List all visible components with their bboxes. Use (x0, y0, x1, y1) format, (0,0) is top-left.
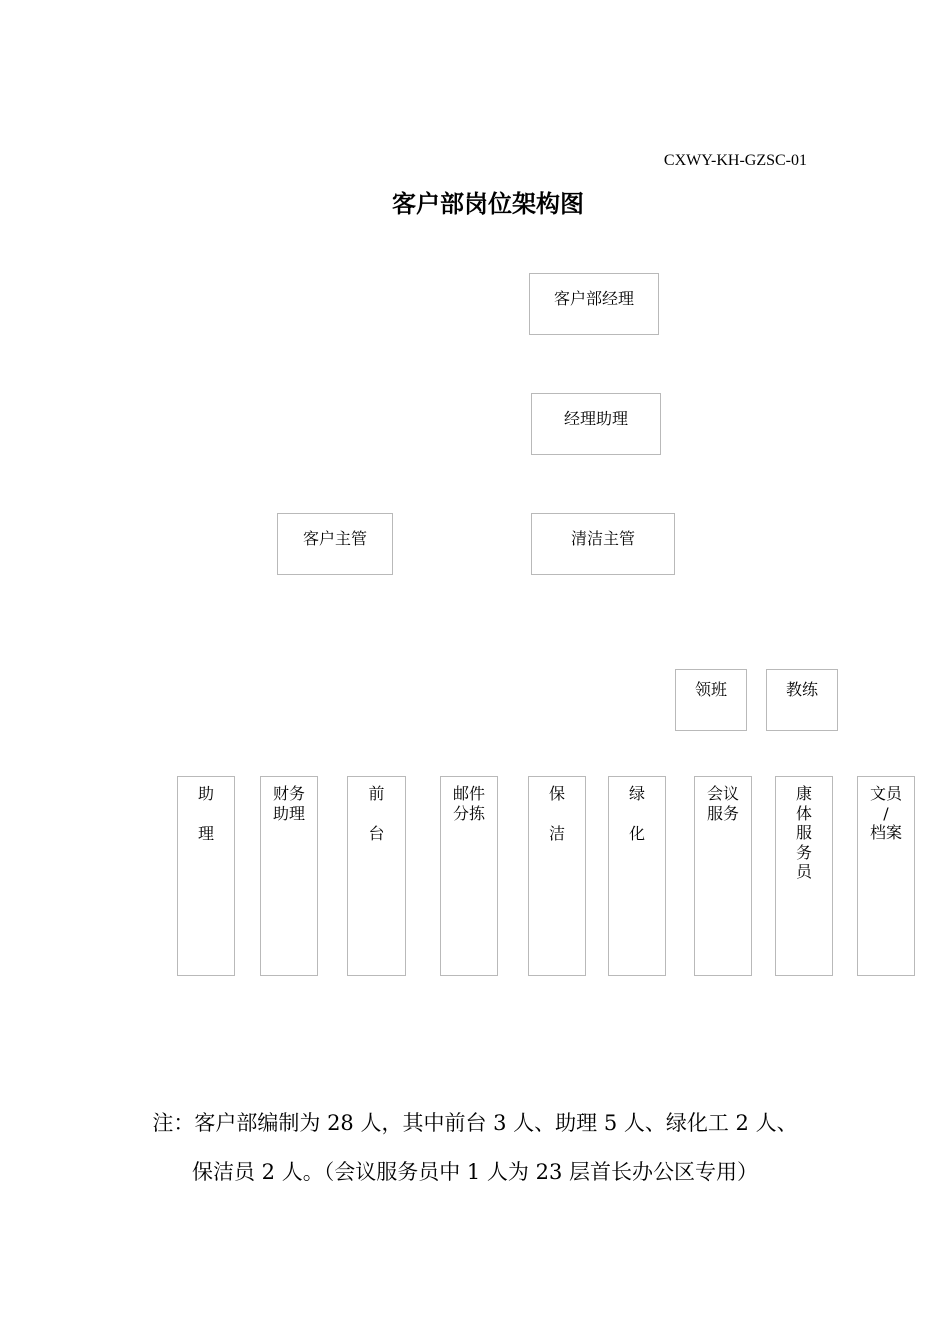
box-label: 清洁主管 (570, 529, 635, 548)
note-line-2: 保洁员 2 人。（会议服务员中 1 人为 23 层首长办公区专用） (192, 1160, 758, 1184)
box-label: 教练 (785, 680, 818, 699)
position-label: 洁 (548, 823, 565, 843)
position-mail-sorting (440, 776, 498, 976)
position-label: 档案 (869, 823, 902, 842)
position-meeting-service (694, 776, 752, 976)
position-label: 体 (795, 803, 812, 823)
position-label: 助理 (272, 803, 305, 823)
position-label: 服务 (706, 803, 739, 823)
position-label: 理 (197, 823, 214, 843)
position-label: 服 (795, 823, 812, 842)
box-cleaning-supervisor (531, 513, 675, 575)
page-title: 客户部岗位架构图 (392, 189, 584, 218)
note-line-1: 注：客户部编制为 28 人，其中前台 3 人、助理 5 人、绿化工 2 人、 (152, 1111, 798, 1135)
box-team-lead (675, 669, 747, 731)
position-assistant (177, 776, 235, 976)
box-label: 经理助理 (563, 409, 628, 428)
box-assistant-manager (531, 393, 661, 455)
position-label: 化 (628, 823, 645, 843)
position-label: 会议 (706, 784, 739, 803)
position-finance-assistant (260, 776, 318, 976)
box-label: 客户主管 (302, 529, 367, 548)
position-label: / (883, 803, 889, 823)
box-coach (766, 669, 838, 731)
position-label: 康 (795, 784, 812, 803)
position-label: 务 (795, 842, 812, 862)
position-label: 保 (548, 784, 565, 803)
position-front-desk (347, 776, 406, 976)
position-label: 台 (368, 823, 385, 843)
box-label: 客户部经理 (553, 289, 634, 308)
box-label: 领班 (694, 680, 727, 699)
position-fitness-attendant (775, 776, 833, 976)
position-label: 分拣 (452, 803, 485, 823)
position-label: 助 (197, 784, 214, 803)
position-label: 前 (368, 784, 385, 803)
position-label: 员 (795, 862, 812, 881)
position-cleaning (528, 776, 586, 976)
position-label: 文员 (869, 784, 902, 803)
position-label: 财务 (272, 784, 305, 803)
position-label: 邮件 (452, 784, 485, 803)
box-customer-supervisor (277, 513, 393, 575)
position-clerk-archives (857, 776, 915, 976)
box-department-manager (529, 273, 659, 335)
document-code: CXWY-KH-GZSC-01 (663, 152, 807, 169)
position-label: 绿 (628, 784, 645, 803)
position-greening (608, 776, 666, 976)
